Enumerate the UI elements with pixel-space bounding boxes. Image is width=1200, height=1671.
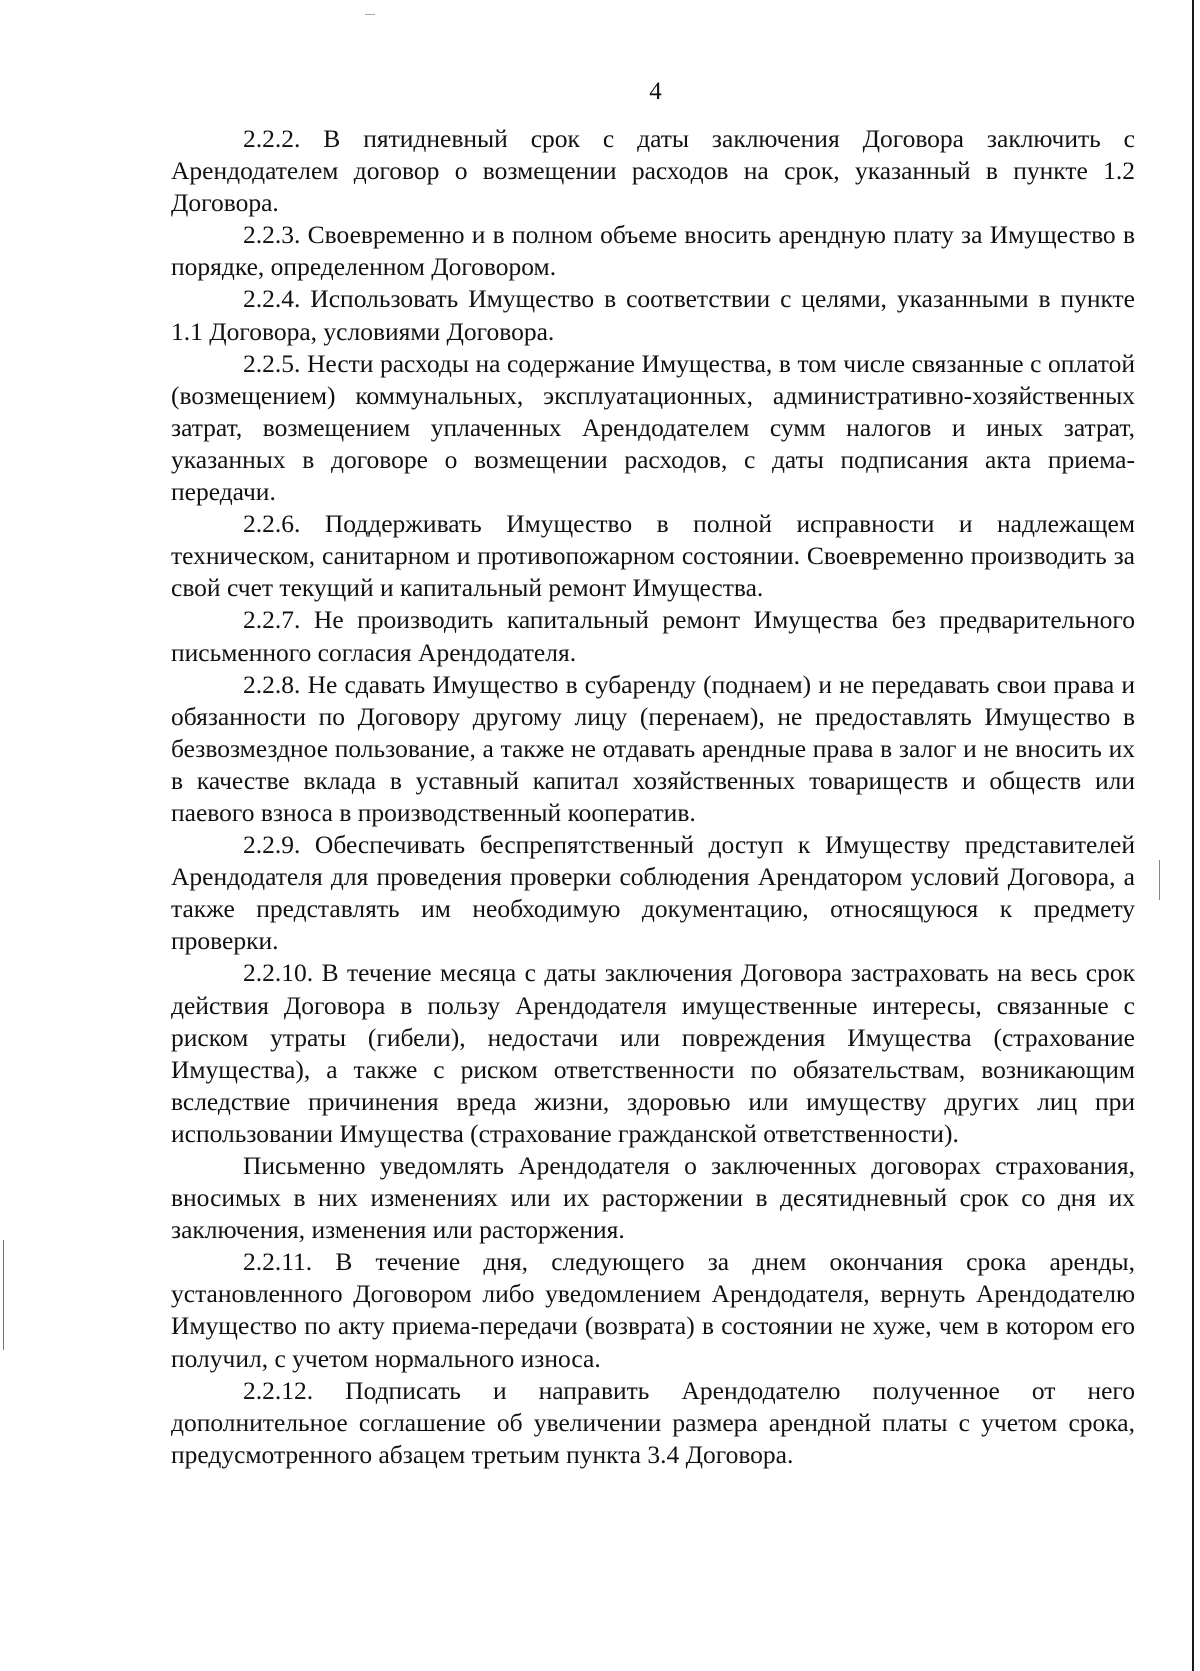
scan-artifact (1159, 860, 1160, 900)
paragraph-2-2-12: 2.2.12. Подписать и направить Арендодателю полученное от него дополнительное соглашение об увеличении размера арендной платы с учетом срока, предусмотренного абзацем третьим пункта 3.4 Договора. (171, 1375, 1135, 1469)
paragraph-2-2-2: 2.2.2. В пятидневный срок с даты заключения Договора заключить с Арендодателем договор о возмещении расходов на срок, указанный в пункте 1.2 Договора. (171, 124, 1135, 218)
scan-artifact (365, 14, 375, 15)
paragraph-2-2-6: 2.2.6. Поддерживать Имущество в полной исправности и надлежащем техническом, санитарном и противопожарном состоянии. Своевременно производить за свой счет текущий и капитальный ремонт Имущества. (171, 509, 1135, 603)
paragraph-insurance-notice: Письменно уведомлять Арендодателя о заключенных договорах страхования, вносимых в них изменениях или их расторжении в десятидневный срок со дня их заключения, изменения или расторжения. (171, 1151, 1135, 1245)
paragraph-2-2-7: 2.2.7. Не производить капитальный ремонт Имущества без предварительного письменного согласия Арендодателя. (171, 605, 1135, 667)
scan-artifact (3, 1240, 4, 1350)
paragraph-2-2-3: 2.2.3. Своевременно и в полном объеме вносить арендную плату за Имущество в порядке, определенном Договором. (171, 220, 1135, 282)
paragraph-2-2-10: 2.2.10. В течение месяца с даты заключения Договора застраховать на весь срок действия Договора в пользу Арендодателя имущественные интересы, связанные с риском утраты (гибели), недостачи или повреждения Имущества (страхование Имущества), а также с риском ответственности по обязательствам, возникающим вследствие причинения вреда жизни, здоровью или имуществу других лиц при использовании Имущества (страхование гражданской ответственности). (171, 958, 1135, 1148)
document-body (171, 123, 1135, 1471)
paragraph-2-2-8: 2.2.8. Не сдавать Имущество в субаренду (поднаем) и не передавать свои права и обязанности по Договору другому лицу (перенаем), не предоставлять Имущество в безвозмездное пользование, а также не отдавать арендные права в залог и не вносить их в качестве вклада в уставный капитал хозяйственных товариществ и обществ или паевого взноса в производственный кооператив. (171, 669, 1135, 827)
paragraph-2-2-9: 2.2.9. Обеспечивать беспрепятственный доступ к Имуществу представителей Арендодателя для проведения проверки соблюдения Арендатором условий Договора, а также представлять им необходимую документацию, относящуюся к предмету проверки. (171, 830, 1135, 956)
page-number: 4 (649, 78, 662, 105)
paragraph-2-2-11: 2.2.11. В течение дня, следующего за днем окончания срока аренды, установленного Договором либо уведомлением Арендодателя, вернуть Арендодателю Имущество по акту приема-передачи (возврата) в состоянии не хуже, чем в котором его получил, с учетом нормального износа. (171, 1247, 1135, 1373)
paragraph-2-2-4: 2.2.4. Использовать Имущество в соответствии с целями, указанными в пункте 1.1 Договора, условиями Договора. (171, 284, 1135, 346)
paragraph-2-2-5: 2.2.5. Нести расходы на содержание Имущества, в том числе связанные с оплатой (возмещением) коммунальных, эксплуатационных, административно-хозяйственных затрат, возмещением уплаченных Арендодателем сумм налогов и иных затрат, указанных в договоре о возмещении расходов, с даты подписания акта приема-передачи. (171, 348, 1135, 507)
scan-edge-line (1192, 0, 1194, 1671)
